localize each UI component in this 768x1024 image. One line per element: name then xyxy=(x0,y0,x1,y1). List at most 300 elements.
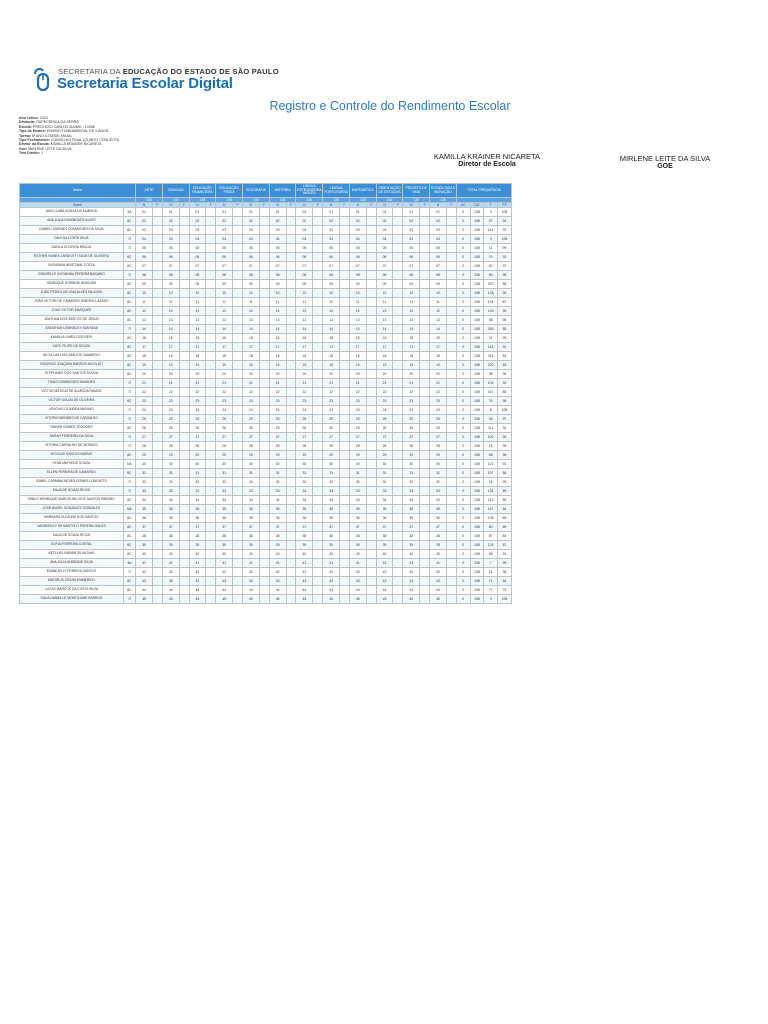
total-cell: 108 xyxy=(470,478,484,487)
total-cell: 89 xyxy=(498,487,512,496)
grade-cell: 34 xyxy=(376,496,393,505)
total-cell: 57 xyxy=(484,217,498,226)
absence-cell xyxy=(179,469,189,478)
absence-cell xyxy=(206,541,216,550)
student-name: JOSE ANGEL GONZALEZ GONZALEZ xyxy=(20,505,124,514)
absence-cell xyxy=(152,253,162,262)
absence-cell xyxy=(366,253,376,262)
student-name: JOAO VICTOR MARQUES xyxy=(20,307,124,316)
grade-cell: 44 xyxy=(376,586,393,595)
absence-cell xyxy=(420,289,430,298)
total-cell: 108 xyxy=(470,208,484,217)
total-cell: 108 xyxy=(470,577,484,586)
subject-header: MATEMÁTICA xyxy=(349,184,376,198)
grade-cell: 04 xyxy=(296,235,313,244)
absence-cell xyxy=(446,415,456,424)
absence-cell xyxy=(259,379,269,388)
grade-cell: 02 xyxy=(376,217,393,226)
grade-cell: 21 xyxy=(430,379,447,388)
total-cell: 108 xyxy=(470,505,484,514)
absence-cell xyxy=(339,244,349,253)
absence-cell xyxy=(259,289,269,298)
total-cell: 86 xyxy=(498,469,512,478)
total-cell: 108 xyxy=(470,586,484,595)
absence-cell xyxy=(339,451,349,460)
total-cell: 0 xyxy=(456,595,470,604)
absence-cell xyxy=(420,406,430,415)
grade-cell: 07 xyxy=(296,262,313,271)
absence-cell xyxy=(313,496,323,505)
grade-cell: 21 xyxy=(349,379,366,388)
absence-cell xyxy=(366,568,376,577)
total-cell: 108 xyxy=(498,235,512,244)
absence-cell xyxy=(446,244,456,253)
absence-cell xyxy=(152,244,162,253)
grade-cell: 20 xyxy=(296,370,313,379)
grade-cell: 37 xyxy=(376,523,393,532)
table-row xyxy=(20,532,512,541)
absence-cell xyxy=(366,352,376,361)
grade-cell: 06 xyxy=(376,253,393,262)
grade-cell: 24 xyxy=(216,406,233,415)
grade-cell: 30 xyxy=(349,460,366,469)
total-cell: 108 xyxy=(470,523,484,532)
student-code: 8C xyxy=(123,307,135,316)
total-cell: 0 xyxy=(456,388,470,397)
absence-cell xyxy=(393,325,403,334)
student-name: KAUA DANIELLE MONTILIANE BARROS xyxy=(20,595,124,604)
grade-cell: 01 xyxy=(430,208,447,217)
table-row xyxy=(20,523,512,532)
absence-cell xyxy=(206,388,216,397)
absence-cell xyxy=(179,487,189,496)
total-cell: 0 xyxy=(456,298,470,307)
absence-cell xyxy=(313,559,323,568)
absence-cell xyxy=(339,433,349,442)
absence-cell xyxy=(152,397,162,406)
absence-cell xyxy=(393,586,403,595)
table-row xyxy=(20,424,512,433)
absence-cell xyxy=(339,253,349,262)
grade-cell: 28 xyxy=(269,442,286,451)
grade-cell: 07 xyxy=(136,262,153,271)
grade-cell: 05 xyxy=(189,244,206,253)
grade-cell: 35 xyxy=(216,505,233,514)
grade-cell: 18 xyxy=(430,352,447,361)
absence-cell xyxy=(179,325,189,334)
signer-role: GOE xyxy=(657,163,673,170)
grade-cell: 35 xyxy=(376,505,393,514)
student-code: 7I xyxy=(123,325,135,334)
total-cell: 122 xyxy=(484,460,498,469)
grade-cell: 19 xyxy=(216,361,233,370)
grade-cell: 18 xyxy=(269,352,286,361)
absence-cell xyxy=(393,253,403,262)
absence-cell xyxy=(420,550,430,559)
total-cell: 91 xyxy=(498,550,512,559)
total-cell: 0 xyxy=(456,253,470,262)
grade-cell: 39 xyxy=(136,541,153,550)
absence-cell xyxy=(420,496,430,505)
grade-cell: 31 xyxy=(269,469,286,478)
absence-cell xyxy=(366,469,376,478)
absence-cell xyxy=(259,577,269,586)
student-code: 7I xyxy=(123,595,135,604)
grade-cell: 19 xyxy=(430,361,447,370)
total-cell: 0 xyxy=(456,559,470,568)
grade-cell: 45 xyxy=(430,595,447,604)
absence-cell xyxy=(179,262,189,271)
grade-cell: 44 xyxy=(403,586,420,595)
sed-logo xyxy=(32,66,279,96)
absence-cell xyxy=(206,460,216,469)
grade-cell: 10 xyxy=(403,289,420,298)
absence-cell xyxy=(313,505,323,514)
absence-cell xyxy=(420,253,430,262)
total-cell: 222 xyxy=(484,361,498,370)
absence-cell xyxy=(420,397,430,406)
grade-cell: 43 xyxy=(216,577,233,586)
absence-cell xyxy=(259,208,269,217)
absence-cell xyxy=(286,559,296,568)
subject-subheader: F xyxy=(259,203,269,208)
grade-cell: 09 xyxy=(243,280,260,289)
report-info xyxy=(19,116,279,156)
subject-subheader: F xyxy=(313,203,323,208)
absence-cell xyxy=(179,226,189,235)
grade-cell: 22 xyxy=(296,388,313,397)
absence-cell xyxy=(179,478,189,487)
grades-table xyxy=(19,183,512,604)
absence-cell xyxy=(393,415,403,424)
absence-cell xyxy=(446,361,456,370)
grade-cell: 11 xyxy=(349,298,366,307)
student-name: DAVILA OLIVEIRA BRAGA xyxy=(20,244,124,253)
absence-cell xyxy=(366,298,376,307)
grade-cell: 35 xyxy=(403,505,420,514)
grade-cell: 07 xyxy=(349,262,366,271)
grade-cell: 33 xyxy=(430,487,447,496)
student-code: 8C xyxy=(123,397,135,406)
student-code: 8C xyxy=(123,217,135,226)
grade-cell: 31 xyxy=(243,469,260,478)
grade-cell: 13 xyxy=(136,316,153,325)
absence-cell xyxy=(446,469,456,478)
grade-cell: 13 xyxy=(216,316,233,325)
absence-cell xyxy=(446,334,456,343)
total-cell: 111 xyxy=(484,424,498,433)
absence-cell xyxy=(393,514,403,523)
absence-cell xyxy=(420,487,430,496)
student-name: JOATHAN DOS SANTOS DE JESUS xyxy=(20,316,124,325)
grade-cell: 10 xyxy=(269,289,286,298)
total-cell: 115 xyxy=(484,343,498,352)
total-cell: 62 xyxy=(484,262,498,271)
grade-cell: 03 xyxy=(189,226,206,235)
total-cell: 0 xyxy=(456,577,470,586)
grade-cell: 09 xyxy=(323,280,340,289)
absence-cell xyxy=(446,595,456,604)
info-line: Tem Diretor: 1 xyxy=(19,151,44,156)
total-cell: 138 xyxy=(484,289,498,298)
absence-cell xyxy=(313,253,323,262)
table-row xyxy=(20,550,512,559)
absence-cell xyxy=(206,505,216,514)
grade-cell: 45 xyxy=(216,595,233,604)
grade-cell: 21 xyxy=(136,379,153,388)
absence-cell xyxy=(313,541,323,550)
grade-cell: 13 xyxy=(162,316,179,325)
total-cell: 91 xyxy=(498,343,512,352)
student-name: STEPHANIE DOS SANTOS SOUZA xyxy=(20,370,124,379)
absence-cell xyxy=(233,208,243,217)
absence-cell xyxy=(420,514,430,523)
total-cell: 108 xyxy=(470,442,484,451)
absence-cell xyxy=(366,217,376,226)
total-cell: 108 xyxy=(470,550,484,559)
grade-cell: 08 xyxy=(349,271,366,280)
absence-cell xyxy=(206,406,216,415)
grade-cell: 43 xyxy=(430,577,447,586)
grade-cell: 36 xyxy=(323,514,340,523)
absence-cell xyxy=(446,514,456,523)
absence-cell xyxy=(313,262,323,271)
grade-cell: 27 xyxy=(216,433,233,442)
absence-cell xyxy=(393,577,403,586)
total-cell: 191 xyxy=(484,298,498,307)
grade-cell: 19 xyxy=(349,361,366,370)
total-cell: 108 xyxy=(470,226,484,235)
grade-cell: 08 xyxy=(376,271,393,280)
absence-cell xyxy=(233,388,243,397)
subject-subheader: F xyxy=(152,203,162,208)
grade-cell: 21 xyxy=(403,379,420,388)
grade-cell: 11 xyxy=(403,298,420,307)
table-row xyxy=(20,217,512,226)
grade-cell: 03 xyxy=(216,226,233,235)
absence-cell xyxy=(152,343,162,352)
absence-cell xyxy=(259,523,269,532)
absence-cell xyxy=(446,307,456,316)
total-cell: 31 xyxy=(484,334,498,343)
grade-cell: 23 xyxy=(269,397,286,406)
absence-cell xyxy=(366,379,376,388)
grade-cell: 33 xyxy=(216,487,233,496)
absence-cell xyxy=(339,514,349,523)
grade-cell: 07 xyxy=(189,262,206,271)
grade-cell: 29 xyxy=(243,451,260,460)
total-cell: 0 xyxy=(456,280,470,289)
grade-cell: 15 xyxy=(162,334,179,343)
absence-cell xyxy=(152,487,162,496)
subject-subheader: N xyxy=(269,203,286,208)
absence-cell xyxy=(206,262,216,271)
subject-hours: 135 xyxy=(243,198,270,203)
absence-cell xyxy=(152,514,162,523)
grade-cell: 07 xyxy=(243,262,260,271)
absence-cell xyxy=(446,496,456,505)
grade-cell: 38 xyxy=(216,532,233,541)
absence-cell xyxy=(259,253,269,262)
absence-cell xyxy=(179,298,189,307)
grade-cell: 26 xyxy=(269,424,286,433)
student-code: 8C xyxy=(123,262,135,271)
grade-cell: 11 xyxy=(269,298,286,307)
absence-cell xyxy=(206,316,216,325)
total-cell: 108 xyxy=(470,541,484,550)
absence-cell xyxy=(259,280,269,289)
grade-cell: 14 xyxy=(189,325,206,334)
absence-cell xyxy=(339,442,349,451)
grade-cell: 18 xyxy=(349,352,366,361)
grade-cell: 44 xyxy=(162,586,179,595)
absence-cell xyxy=(286,226,296,235)
grade-cell: 10 xyxy=(216,289,233,298)
total-cell: 0 xyxy=(456,397,470,406)
total-cell: 0 xyxy=(456,379,470,388)
grade-cell: 06 xyxy=(216,253,233,262)
absence-cell xyxy=(259,370,269,379)
absence-cell xyxy=(259,586,269,595)
grade-cell: 38 xyxy=(136,532,153,541)
absence-cell xyxy=(259,451,269,460)
absence-cell xyxy=(420,370,430,379)
absence-cell xyxy=(393,406,403,415)
total-cell: 0 xyxy=(456,496,470,505)
absence-cell xyxy=(393,379,403,388)
grade-cell: 01 xyxy=(349,208,366,217)
grade-cell: 04 xyxy=(136,235,153,244)
total-subheader: AC xyxy=(456,203,470,208)
grade-cell: 38 xyxy=(269,532,286,541)
grade-cell: 04 xyxy=(376,235,393,244)
total-cell: 108 xyxy=(470,595,484,604)
absence-cell xyxy=(446,451,456,460)
grade-cell: 35 xyxy=(243,505,260,514)
absence-cell xyxy=(393,334,403,343)
grade-cell: 03 xyxy=(243,226,260,235)
absence-cell xyxy=(259,460,269,469)
absence-cell xyxy=(313,406,323,415)
absence-cell xyxy=(366,505,376,514)
absence-cell xyxy=(446,442,456,451)
absence-cell xyxy=(366,487,376,496)
grade-cell: 40 xyxy=(296,550,313,559)
grade-cell: 39 xyxy=(296,541,313,550)
absence-cell xyxy=(152,352,162,361)
absence-cell xyxy=(286,253,296,262)
table-row xyxy=(20,568,512,577)
absence-cell xyxy=(420,307,430,316)
absence-cell xyxy=(179,523,189,532)
absence-cell xyxy=(313,595,323,604)
absence-cell xyxy=(152,307,162,316)
grade-cell: 08 xyxy=(243,271,260,280)
absence-cell xyxy=(313,442,323,451)
grade-cell: 39 xyxy=(216,541,233,550)
absence-cell xyxy=(366,478,376,487)
absence-cell xyxy=(259,388,269,397)
absence-cell xyxy=(206,235,216,244)
total-cell: 94 xyxy=(498,217,512,226)
total-cell: 108 xyxy=(470,316,484,325)
total-cell: 108 xyxy=(470,559,484,568)
absence-cell xyxy=(152,586,162,595)
total-cell: 66 xyxy=(484,451,498,460)
absence-cell xyxy=(179,334,189,343)
grade-cell: 25 xyxy=(216,415,233,424)
grade-cell: 19 xyxy=(162,361,179,370)
grade-cell: 07 xyxy=(269,262,286,271)
absence-cell xyxy=(339,379,349,388)
absence-cell xyxy=(233,343,243,352)
absence-cell xyxy=(366,514,376,523)
absence-cell xyxy=(420,262,430,271)
student-name: VICTOR SOUZA DE OLIVEIRA xyxy=(20,397,124,406)
grade-cell: 06 xyxy=(243,253,260,262)
absence-cell xyxy=(366,595,376,604)
absence-cell xyxy=(366,271,376,280)
grade-cell: 43 xyxy=(243,577,260,586)
absence-cell xyxy=(366,460,376,469)
grade-cell: 18 xyxy=(162,352,179,361)
student-name: KAUA DE SOUZA RICKS xyxy=(20,532,124,541)
table-row xyxy=(20,415,512,424)
grade-cell: 31 xyxy=(376,469,393,478)
grade-cell: 37 xyxy=(349,523,366,532)
total-cell: 95 xyxy=(498,451,512,460)
grade-cell: 01 xyxy=(269,208,286,217)
absence-cell xyxy=(313,469,323,478)
grade-cell: 31 xyxy=(216,469,233,478)
absence-cell xyxy=(446,505,456,514)
grade-cell: 19 xyxy=(136,361,153,370)
absence-cell xyxy=(420,586,430,595)
grade-cell: 45 xyxy=(136,595,153,604)
grade-cell: 33 xyxy=(323,487,340,496)
absence-cell xyxy=(179,586,189,595)
absence-cell xyxy=(393,397,403,406)
grade-cell: 29 xyxy=(349,451,366,460)
subject-hours: 135 xyxy=(430,198,457,203)
grade-cell: 33 xyxy=(296,487,313,496)
grade-cell: 37 xyxy=(136,523,153,532)
table-row xyxy=(20,451,512,460)
grade-cell: 26 xyxy=(243,424,260,433)
grade-cell: 32 xyxy=(136,478,153,487)
absence-cell xyxy=(420,298,430,307)
grade-cell: 38 xyxy=(323,532,340,541)
grade-cell: 44 xyxy=(243,586,260,595)
absence-cell xyxy=(286,370,296,379)
grade-cell: 31 xyxy=(189,469,206,478)
absence-cell xyxy=(366,523,376,532)
total-cell: 167 xyxy=(484,388,498,397)
absence-cell xyxy=(313,217,323,226)
total-cell: 0 xyxy=(456,406,470,415)
absence-cell xyxy=(179,307,189,316)
absence-cell xyxy=(259,352,269,361)
grade-cell: 29 xyxy=(136,451,153,460)
absence-cell xyxy=(152,217,162,226)
absence-cell xyxy=(259,334,269,343)
subject-hours: 135 xyxy=(403,198,430,203)
org-line: SECRETARIA DA EDUCAÇÃO DO ESTADO DE SÃO PAULO xyxy=(58,67,279,76)
absence-cell xyxy=(152,496,162,505)
absence-cell xyxy=(206,487,216,496)
absence-cell xyxy=(339,343,349,352)
total-cell: 108 xyxy=(470,424,484,433)
